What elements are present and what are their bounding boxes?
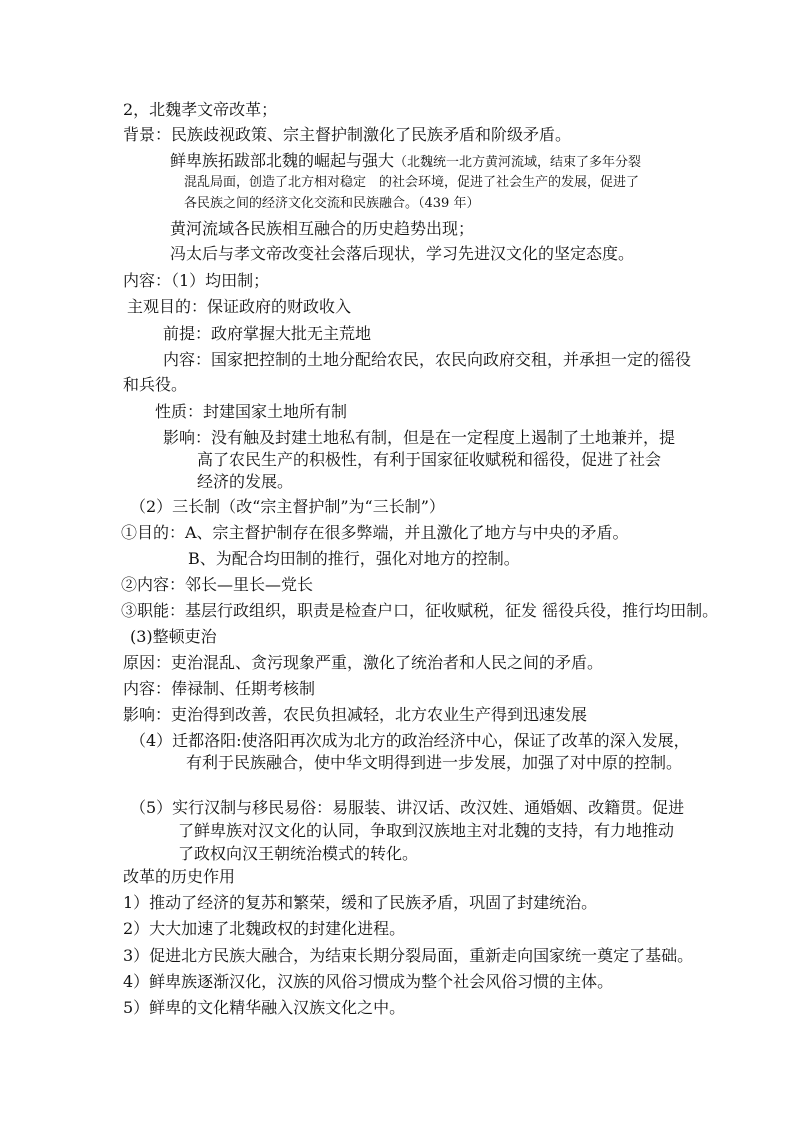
official-reason: 原因：吏治混乱、贪污现象严重，激化了统治者和人民之间的矛盾。 xyxy=(123,653,604,672)
content-detail-1: 内容：国家把控制的土地分配给农民，农民向政府交租，并承担一定的徭役 xyxy=(163,350,692,369)
hanhua-line-1: （5）实行汉制与移民易俗：易服装、讲汉话、改汉姓、通婚姻、改籍贯。促进 xyxy=(130,798,685,817)
content-purpose: 主观目的：保证政府的财政收入 xyxy=(127,297,352,316)
luoyang-line-2: 有利于民族融合，使中华文明得到进一步发展，加强了对中原的控制。 xyxy=(186,753,683,772)
content-impact-1: 影响：没有触及封建土地私有制，但是在一定程度上遏制了土地兼并，提 xyxy=(163,428,676,447)
sanzhang-heading: （2）三长制（改“宗主督护制”为“三长制”） xyxy=(130,497,445,516)
significance-item: 1）推动了经济的复苏和繁荣，缓和了民族矛盾，巩固了封建统治。 xyxy=(123,893,598,912)
background-rise xyxy=(170,150,641,174)
background-rise-note: （北魏统一北方黄河流域，结束了多年分裂 xyxy=(394,155,642,170)
sanzhang-content: ②内容：邻长—里长—党长 xyxy=(121,575,314,594)
content-impact-2: 高了农民生产的积极性，有利于国家征收赋税和徭役，促进了社会 xyxy=(197,450,662,469)
significance-item: 4）鲜卑族逐渐汉化，汉族的风俗习惯成为整个社会风俗习惯的主体。 xyxy=(123,972,614,991)
significance-item: 5）鲜卑的文化精华融入汉族文化之中。 xyxy=(123,998,406,1017)
hanhua-line-3: 了政权向汉王朝统治模式的转化。 xyxy=(178,844,419,863)
background-attitude: 冯太后与孝文帝改变社会落后现状，学习先进汉文化的坚定态度。 xyxy=(170,244,635,263)
luoyang-line-1: （4）迁都洛阳:使洛阳再次成为北方的政治经济中心，保证了改革的深入发展， xyxy=(130,731,690,750)
official-heading: (3)整顿吏治 xyxy=(130,627,217,646)
content-premise: 前提：政府掌握大批无主荒地 xyxy=(163,324,372,343)
sanzhang-function: ③职能：基层行政组织，职责是检查户口，征收赋税，征发 徭役兵役，推行均田制。 xyxy=(121,601,719,620)
significance-heading: 改革的历史作用 xyxy=(123,867,236,886)
content-impact-3: 经济的发展。 xyxy=(197,472,294,491)
content-nature: 性质：封建国家土地所有制 xyxy=(155,402,348,421)
content-heading: 内容：（1）均田制； xyxy=(123,271,270,290)
official-content: 内容：俸禄制、任期考核制 xyxy=(123,679,316,698)
sanzhang-goal-a: ①目的：A、宗主督护制存在很多弊端，并且激化了地方与中央的矛盾。 xyxy=(121,523,629,542)
background-rise-head: 鲜卑族拓跋部北魏的崛起与强大 xyxy=(170,151,395,170)
background-rise-note-2: 混乱局面，创造了北方相对稳定 的社会环境，促进了社会生产的发展，促进了 xyxy=(184,175,640,190)
significance-item: 3）促进北方民族大融合，为结束长期分裂局面，重新走向国家统一奠定了基础。 xyxy=(123,946,694,965)
background-rise-note-3: 各民族之间的经济文化交流和民族融合。（439 年） xyxy=(184,196,480,211)
background-trend: 黄河流域各民族相互融合的历史趋势出现； xyxy=(170,219,475,238)
official-impact: 影响：吏治得到改善，农民负担减轻，北方农业生产得到迅速发展 xyxy=(123,705,588,724)
hanhua-line-2: 了鲜卑族对汉文化的认同，争取到汉族地主对北魏的支持，有力地推动 xyxy=(178,821,675,840)
section-title: 2，北魏孝文帝改革； xyxy=(123,100,278,119)
content-detail-2: 和兵役。 xyxy=(123,375,188,394)
background-main: 背景：民族歧视政策、宗主督护制激化了民族矛盾和阶级矛盾。 xyxy=(123,125,572,144)
significance-item: 2）大大加速了北魏政权的封建化进程。 xyxy=(123,919,406,938)
sanzhang-goal-b: B、为配合均田制的推行，强化对地方的控制。 xyxy=(188,549,520,568)
